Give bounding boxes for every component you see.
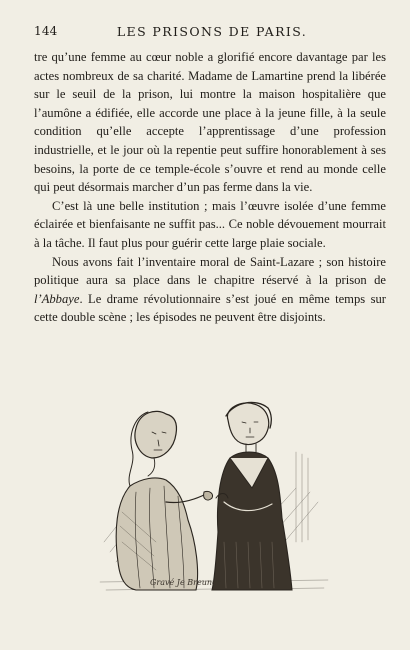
page-header: [34, 24, 390, 40]
paragraph: [34, 197, 386, 253]
paragraph: [34, 48, 386, 197]
text-run: . Le drame révolutionnaire s’est joué en même temps sur cette double scène ; les épisodes ne peuvent être disjoints.: [34, 291, 386, 325]
running-title: LES PRISONS DE PARIS.: [116, 24, 308, 39]
paragraph: [34, 253, 386, 327]
engraver-signature: Gravé Je Breuner: [150, 578, 221, 587]
text-run: Nous avons fait l’inventaire moral de Saint-Lazare ; son histoire politique aura sa place dans le chapitre réservé à la prison de: [34, 254, 386, 288]
engraving-illustration: [96, 392, 332, 602]
text-run: tre qu’une femme au cœur noble a glorifié encore davantage par les actes nombreux de sa charité. Madame de Lamartine prend la libérée sur le seuil de la prison, lui montre la maison hospitalière que l’aumône a édifiée, elle accorde une place à la jeune fille, à la seule condition qu’elle accepte l’apprentissage d’une profession industrielle, et le jour où la repentie peut suffire honorablement à ses besoins, la porte de ce temple-école s’ouvre et rend au monde celle qui peut désormais marcher d’un pas ferme dans la vie.: [34, 50, 386, 195]
text-run: C’est là une belle institution ; mais l’œuvre isolée d’une femme éclairée et bienfaisante ne suffit pas... Ce noble dévouement mourrait à la tâche. Il faut plus pour guérir cette large plaie sociale.: [34, 198, 386, 250]
italic-text-run: l’Abbaye: [34, 291, 80, 306]
body-text: [34, 48, 386, 327]
page-number: 144: [34, 24, 58, 38]
engraving-drawing: [96, 392, 332, 602]
